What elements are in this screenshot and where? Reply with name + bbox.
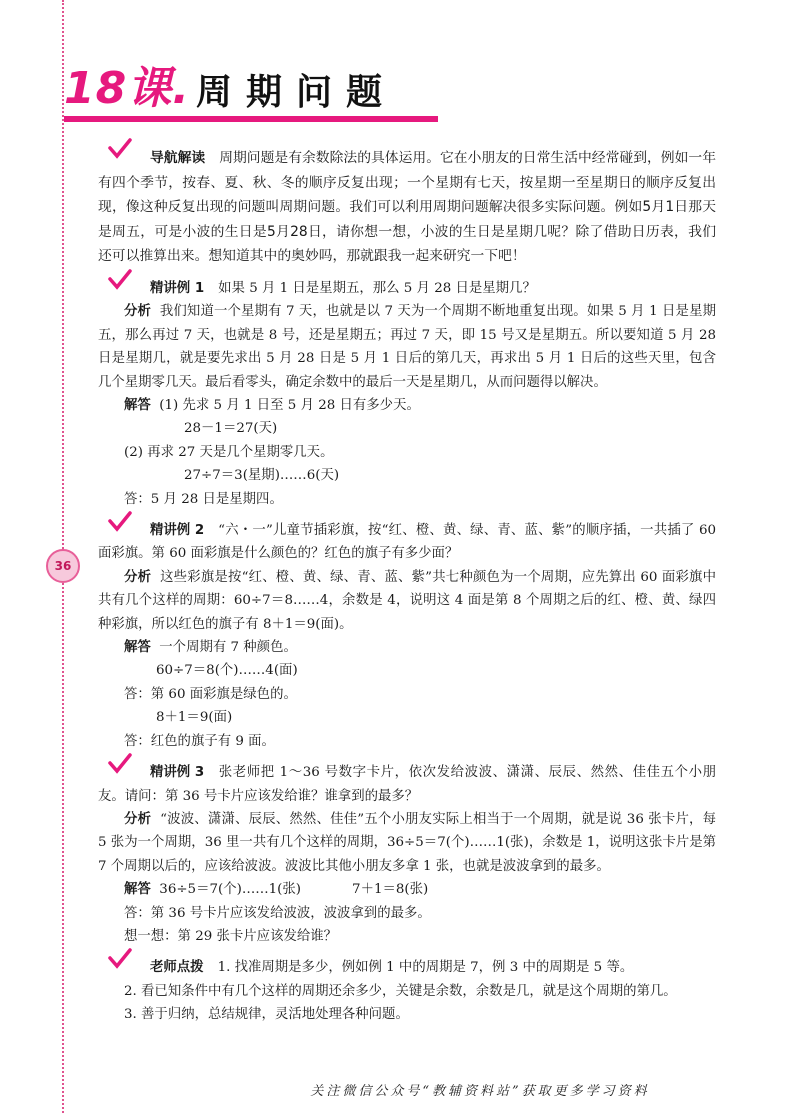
example3-calc2: 7＋1＝8(张)	[352, 882, 429, 898]
example1-question-text: 如果 5 月 1 日是星期五，那么 5 月 28 日是星期几？	[218, 280, 536, 296]
tips-tag-label: 老师点拨	[150, 960, 204, 976]
example1-conclusion: 答：5 月 28 日是星期四。	[124, 491, 283, 507]
example2-calc2: 8＋1＝9(面)	[156, 710, 233, 726]
checkmark-icon	[108, 138, 132, 160]
example3-tag	[124, 761, 204, 784]
intro-tag	[124, 146, 205, 171]
example3-question-text: 张老师把 1～36 号数字卡片，依次发给波波、潇潇、辰辰、然然、佳佳五个小朋友。请问：第 36 号卡片应该发给谁？谁拿到的最多？	[98, 765, 716, 804]
example2-step1	[98, 636, 716, 659]
checkmark-icon	[108, 948, 132, 970]
lesson-content	[98, 146, 716, 1027]
example3-think: 想一想：第 29 张卡片应该发给谁？	[124, 928, 338, 944]
example3-conclusion: 答：第 36 号卡片应该发给波波，波波拿到的最多。	[124, 905, 431, 921]
answer-label: 解答	[124, 640, 151, 656]
example2-step1-text: 一个周期有 7 种颜色。	[159, 640, 297, 656]
example3-question	[98, 761, 716, 808]
analysis-label: 分析	[124, 304, 152, 320]
tips-item2: 2. 看已知条件中有几个这样的周期还余多少，关键是余数，余数是几，就是这个周期的第几。	[124, 983, 677, 999]
example1-tag-label: 精讲例 1	[150, 280, 205, 296]
example3-analysis	[98, 808, 716, 878]
checkmark-icon	[108, 269, 132, 291]
example3-calcs	[98, 878, 716, 901]
tips-tag	[124, 956, 204, 979]
example3-analysis-text: “波波、潇潇、辰辰、然然、佳佳”五个小朋友实际上相当于一个周期，就是说 36 张卡片，每 5 张为一个周期，36 里一共有几个这样的周期，36÷5＝7(个)……1(张)，余数是 1，说明这张卡片是第 7 个周期以后的，应该给波波。波波比其他小朋友多拿 1 张，也就是波波拿到的最多。	[98, 811, 717, 874]
example2-calc1: 60÷7＝8(个)……4(面)	[156, 663, 298, 679]
example2-tag	[124, 519, 204, 542]
lesson-number: 18课.	[64, 63, 190, 114]
example2-tag-label: 精讲例 2	[150, 523, 205, 539]
example1-step1-text: (1) 先求 5 月 1 日至 5 月 28 日有多少天。	[159, 398, 420, 413]
example1-question	[98, 277, 716, 300]
lesson-title: 周期问题	[196, 71, 397, 113]
example3-tag-label: 精讲例 3	[150, 765, 205, 781]
example2-question-text: “六・一”儿童节插彩旗，按“红、橙、黄、绿、青、蓝、紫”的顺序插，一共插了 60 面彩旗。第 60 面彩旗是什么颜色的？红色的旗子有多少面？	[98, 523, 716, 562]
example3-calc1: 36÷5＝7(个)……1(张)	[159, 882, 301, 898]
example1-analysis	[98, 300, 716, 394]
tips-item3: 3. 善于归纳，总结规律，灵活地处理各种问题。	[124, 1007, 409, 1023]
intro-paragraph	[98, 146, 716, 269]
lesson-header	[64, 62, 444, 124]
analysis-label: 分析	[124, 569, 152, 585]
example2-analysis-text: 这些彩旗是按“红、橙、黄、绿、青、蓝、紫”共七种颜色为一个周期，应先算出 60 面彩旗中共有几个这样的周期：60÷7＝8……4，余数是 4，说明这 4 面是第 8 个周期之后的红、橙、黄、绿四种彩旗，所以红色的旗子有 8＋1＝9(面)。	[98, 569, 717, 632]
tips-item1-text: 1. 找准周期是多少，例如例 1 中的周期是 7，例 3 中的周期是 5 等。	[217, 960, 634, 976]
example2-analysis	[98, 566, 716, 636]
example1-calc2: 27÷7＝3(星期)……6(天)	[184, 468, 340, 484]
answer-label: 解答	[124, 882, 151, 898]
header-underline	[64, 116, 438, 122]
tips-item1	[98, 956, 716, 979]
example1-calc1: 28－1＝27(天)	[184, 421, 278, 437]
footer-note: 关注微信公众号“教辅资料站”获取更多学习资料	[310, 1084, 650, 1099]
example2-conclusion2: 答：红色的旗子有 9 面。	[124, 733, 275, 749]
page-number-badge: 36	[46, 549, 80, 583]
analysis-label: 分析	[124, 811, 152, 827]
example1-step2: (2) 再求 27 天是几个星期零几天。	[124, 444, 334, 460]
checkmark-icon	[108, 753, 132, 775]
example1-tag	[124, 277, 204, 300]
answer-label: 解答	[124, 398, 151, 413]
intro-tag-label: 导航解读	[150, 150, 206, 166]
example2-conclusion1: 答：第 60 面彩旗是绿色的。	[124, 686, 297, 702]
example2-question	[98, 519, 716, 566]
example1-analysis-text: 我们知道一个星期有 7 天，也就是以 7 天为一个周期不断地重复出现。如果 5 月 1 日是星期五，那么再过 7 天，也就是 8 号，还是星期五；再过 7 天，即 15 号又是星期五。所以要知道 5 月 28 日是星期几，就是要先求出 5 月 28 日是 5 月 1 日后的第几天，再求出 5 月 1 日后的这些天里，包含几个星期零几天。最后看零头，确定余数中的最后一天是星期几，从而问题得以解决。	[98, 304, 716, 390]
example1-step1	[98, 394, 716, 417]
intro-text: 周期问题是有余数除法的具体运用。它在小朋友的日常生活中经常碰到，例如一年有四个季节，按春、夏、秋、冬的顺序反复出现；一个星期有七天，按星期一至星期日的顺序反复出现，像这种反复出现的问题叫周期问题。我们可以利用周期问题解决很多实际问题。例如5月1日那天是周五，可是小波的生日是5月28日，请你想一想，小波的生日是星期几呢？除了借助日历表，我们还可以推算出来。想知道其中的奥妙吗，那就跟我一起来研究一下吧！	[98, 150, 716, 265]
checkmark-icon	[108, 511, 132, 533]
